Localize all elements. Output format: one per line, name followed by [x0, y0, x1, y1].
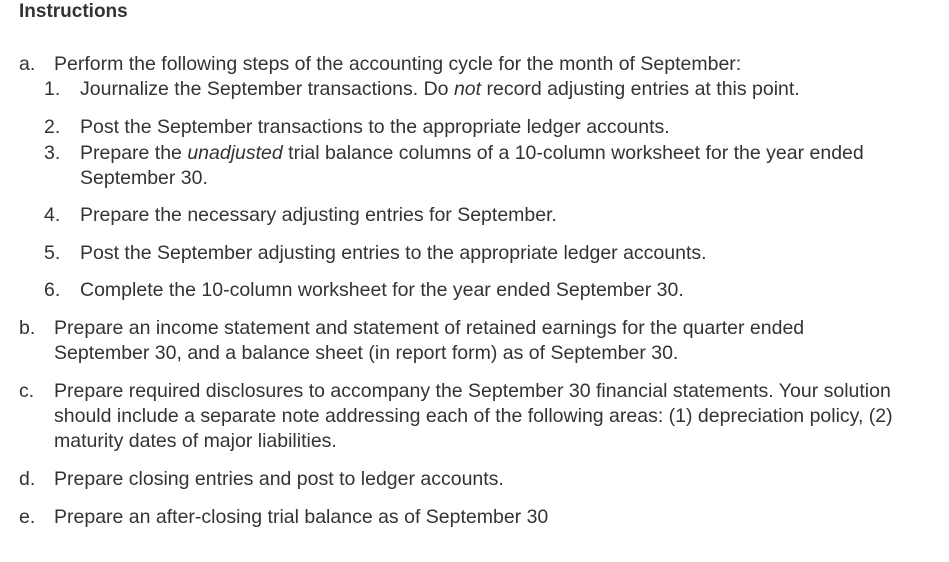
step-text-post: record adjusting entries at this point.	[481, 78, 800, 100]
step-marker: 2.	[44, 116, 61, 138]
step-marker: 6.	[44, 279, 61, 301]
step-marker: 4.	[44, 204, 61, 226]
emphasis-unadjusted: unadjusted	[187, 142, 283, 164]
item-marker: b.	[19, 317, 36, 339]
step-marker: 1.	[44, 78, 61, 100]
item-text: Prepare closing entries and post to ledger accounts.	[54, 468, 504, 490]
step-text-pre: Journalize the September transactions. Do	[80, 78, 454, 100]
step-text-pre: Prepare the	[80, 142, 188, 164]
step-text: Prepare the necessary adjusting entries for September.	[80, 204, 557, 226]
item-text: Prepare an income statement and statement of retained earnings for the quarter ended	[54, 317, 805, 339]
step-text	[80, 141, 864, 166]
step-text: September 30.	[80, 167, 208, 189]
emphasis-not: not	[453, 78, 482, 100]
item-marker: c.	[19, 380, 35, 402]
item-text: Prepare required disclosures to accompany the September 30 financial statements. Your solution	[54, 380, 891, 402]
step-marker: 5.	[44, 242, 61, 264]
item-marker: a.	[19, 53, 36, 75]
step-marker: 3.	[44, 142, 61, 164]
item-text: Prepare an after-closing trial balance as of September 30	[54, 506, 549, 528]
instructions-heading: Instructions	[19, 1, 128, 22]
item-text: Perform the following steps of the accounting cycle for the month of September:	[54, 53, 742, 75]
item-marker: e.	[19, 506, 36, 528]
item-marker: d.	[19, 468, 36, 490]
step-text: Post the September transactions to the appropriate ledger accounts.	[80, 116, 670, 138]
step-text: Post the September adjusting entries to the appropriate ledger accounts.	[80, 242, 707, 264]
step-text: Complete the 10-column worksheet for the year ended September 30.	[80, 279, 684, 301]
item-text: September 30, and a balance sheet (in report form) as of September 30.	[54, 342, 679, 364]
step-text	[80, 77, 800, 102]
item-text: maturity dates of major liabilities.	[54, 430, 337, 452]
step-text-post: trial balance columns of a 10-column worksheet for the year ended	[282, 142, 864, 164]
item-text: should include a separate note addressing each of the following areas: (1) depreciation policy, (2)	[54, 405, 893, 427]
